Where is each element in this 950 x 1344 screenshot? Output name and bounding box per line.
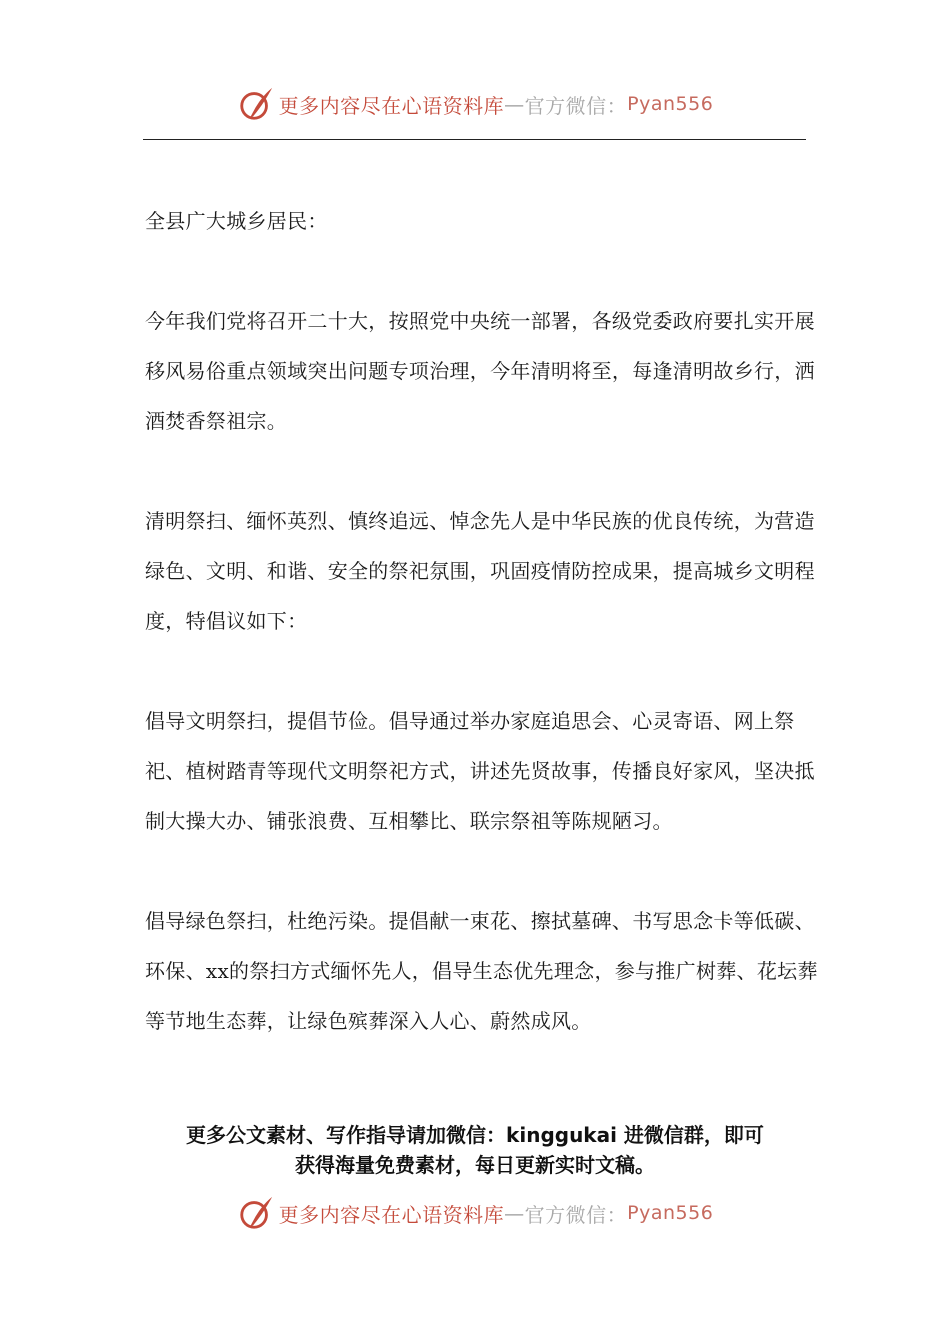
document-body [145,196,820,1046]
footer-watermark [0,1193,950,1233]
footer-separator: — [504,1201,525,1225]
footer-brand-text: 更多内容尽在心语资料库 [278,1202,505,1227]
header-watermark [0,84,950,124]
quill-logo-icon [237,85,275,123]
paragraph: 今年我们党将召开二十大，按照党中央统一部署，各级党委政府要扎实开展移风易俗重点领域突出问题专项治理，今年清明将至，每逢清明故乡行，洒酒焚香祭祖宗。 [145,309,815,433]
promo-notice [140,1120,810,1180]
header-brand-text: 更多内容尽在心语资料库 [278,93,505,118]
paragraph: 倡导文明祭扫，提倡节俭。倡导通过举办家庭追思会、心灵寄语、网上祭祀、植树踏青等现代文明祭祀方式，讲述先贤故事，传播良好家风，坚决抵制大操大办、铺张浪费、互相攀比、联宗祭祖等陈规陋习。 [145,709,815,833]
header-wechat-label: 官方微信： [524,93,628,118]
paragraph: 倡导绿色祭扫，杜绝污染。提倡献一束花、擦拭墓碑、书写思念卡等低碳、环保、xx的祭扫方式缅怀先人，倡导生态优先理念，参与推广树葬、花坛葬等节地生态葬，让绿色殡葬深入人心、蔚然成风。 [145,909,818,1033]
promo-line: 获得海量免费素材，每日更新实时文稿。 [295,1153,655,1177]
header-wechat-handle: Pyan556 [627,93,714,115]
footer-wechat-label: 官方微信： [524,1202,628,1227]
header-divider [143,139,806,140]
paragraph: 清明祭扫、缅怀英烈、慎终追远、悼念先人是中华民族的优良传统，为营造绿色、文明、和谐、安全的祭祀氛围，巩固疫情防控成果，提高城乡文明程度，特倡议如下： [145,509,815,633]
footer-wechat-handle: Pyan556 [627,1202,714,1224]
quill-logo-icon [237,1194,275,1232]
salutation: 全县广大城乡居民： [145,209,328,233]
header-separator: — [504,92,525,116]
promo-line: 更多公文素材、写作指导请加微信：kinggukai 进微信群，即可 [186,1123,764,1147]
